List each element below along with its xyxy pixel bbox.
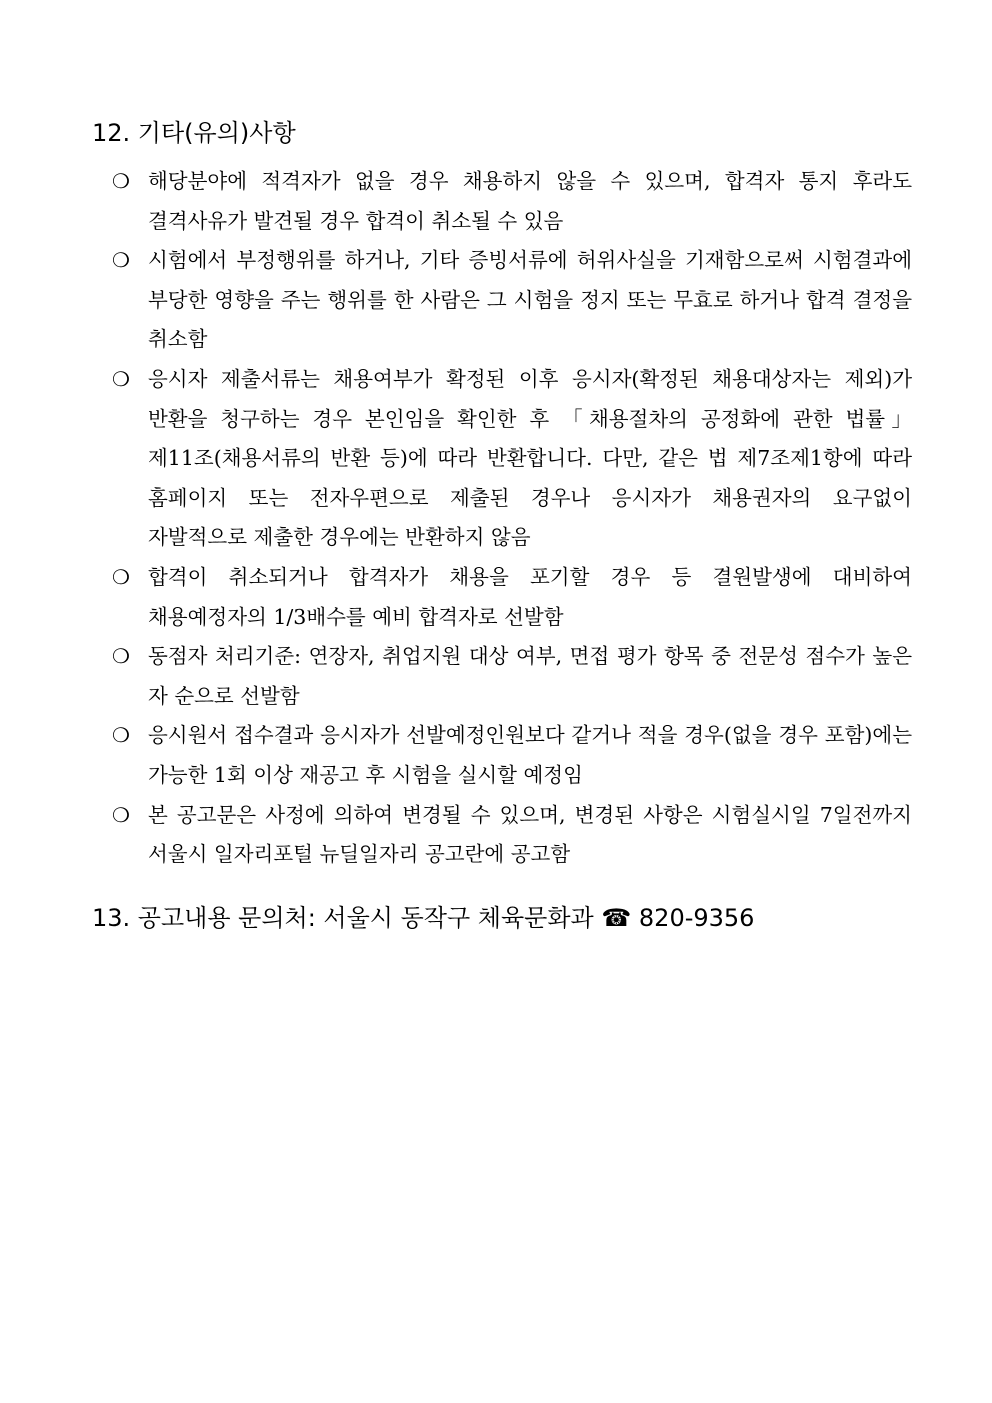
circle-bullet-icon: ❍ xyxy=(112,723,130,748)
list-item xyxy=(112,558,912,637)
contact-heading-text: 13. 공고내용 문의처: 서울시 동작구 체육문화과 xyxy=(92,904,594,932)
circle-bullet-icon: ❍ xyxy=(112,248,130,273)
list-item xyxy=(112,796,912,875)
list-item xyxy=(112,360,912,558)
section-heading-12: 12. 기타(유의)사항 xyxy=(92,119,296,147)
list-item-text: 합격이 취소되거나 합격자가 채용을 포기할 경우 등 결원발생에 대비하여 채용예정자의 1/3배수를 예비 합격자로 선발함 xyxy=(148,564,912,629)
notice-list xyxy=(112,162,912,875)
circle-bullet-icon: ❍ xyxy=(112,802,130,827)
list-item xyxy=(112,716,912,795)
list-item xyxy=(112,637,912,716)
circle-bullet-icon: ❍ xyxy=(112,644,130,669)
circle-bullet-icon: ❍ xyxy=(112,169,130,193)
list-item-text: 응시자 제출서류는 채용여부가 확정된 이후 응시자(확정된 채용대상자는 제외)가 반환을 청구하는 경우 본인임을 확인한 후 「채용절차의 공정화에 관한 법률」 제11조(채용서류의 반환 등)에 따라 반환합니다. 다만, 같은 법 제7조제1항에 따라 홈페이지 또는 전자우편으로 제출된 경우나 응시자가 채용권자의 요구없이 자발적으로 제출한 경우에는 반환하지 않음 xyxy=(148,366,912,550)
list-item-text: 본 공고문은 사정에 의하여 변경될 수 있으며, 변경된 사항은 시험실시일 7일전까지 서울시 일자리포털 뉴딜일자리 공고란에 공고함 xyxy=(148,802,912,867)
section-heading-13 xyxy=(92,903,754,933)
list-item-text: 응시원서 접수결과 응시자가 선발예정인원보다 같거나 적을 경우(없을 경우 포함)에는 가능한 1회 이상 재공고 후 시험을 실시할 예정임 xyxy=(148,723,912,787)
phone-number: 820-9356 xyxy=(638,904,755,932)
list-item-text: 시험에서 부정행위를 하거나, 기타 증빙서류에 허위사실을 기재함으로써 시험결과에 부당한 영향을 주는 행위를 한 사람은 그 시험을 정지 또는 무효로 하거나 합격 결정을 취소함 xyxy=(148,248,912,352)
circle-bullet-icon: ❍ xyxy=(112,564,130,589)
phone-icon: ☎ xyxy=(601,904,632,932)
list-item xyxy=(112,162,912,241)
circle-bullet-icon: ❍ xyxy=(112,366,130,391)
list-item-text: 동점자 처리기준: 연장자, 취업지원 대상 여부, 면접 평가 항목 중 전문성 점수가 높은 자 순으로 선발함 xyxy=(148,644,912,708)
list-item xyxy=(112,241,912,360)
list-item-text: 해당분야에 적격자가 없을 경우 채용하지 않을 수 있으며, 합격자 통지 후라도 결격사유가 발견될 경우 합격이 취소될 수 있음 xyxy=(148,169,912,233)
